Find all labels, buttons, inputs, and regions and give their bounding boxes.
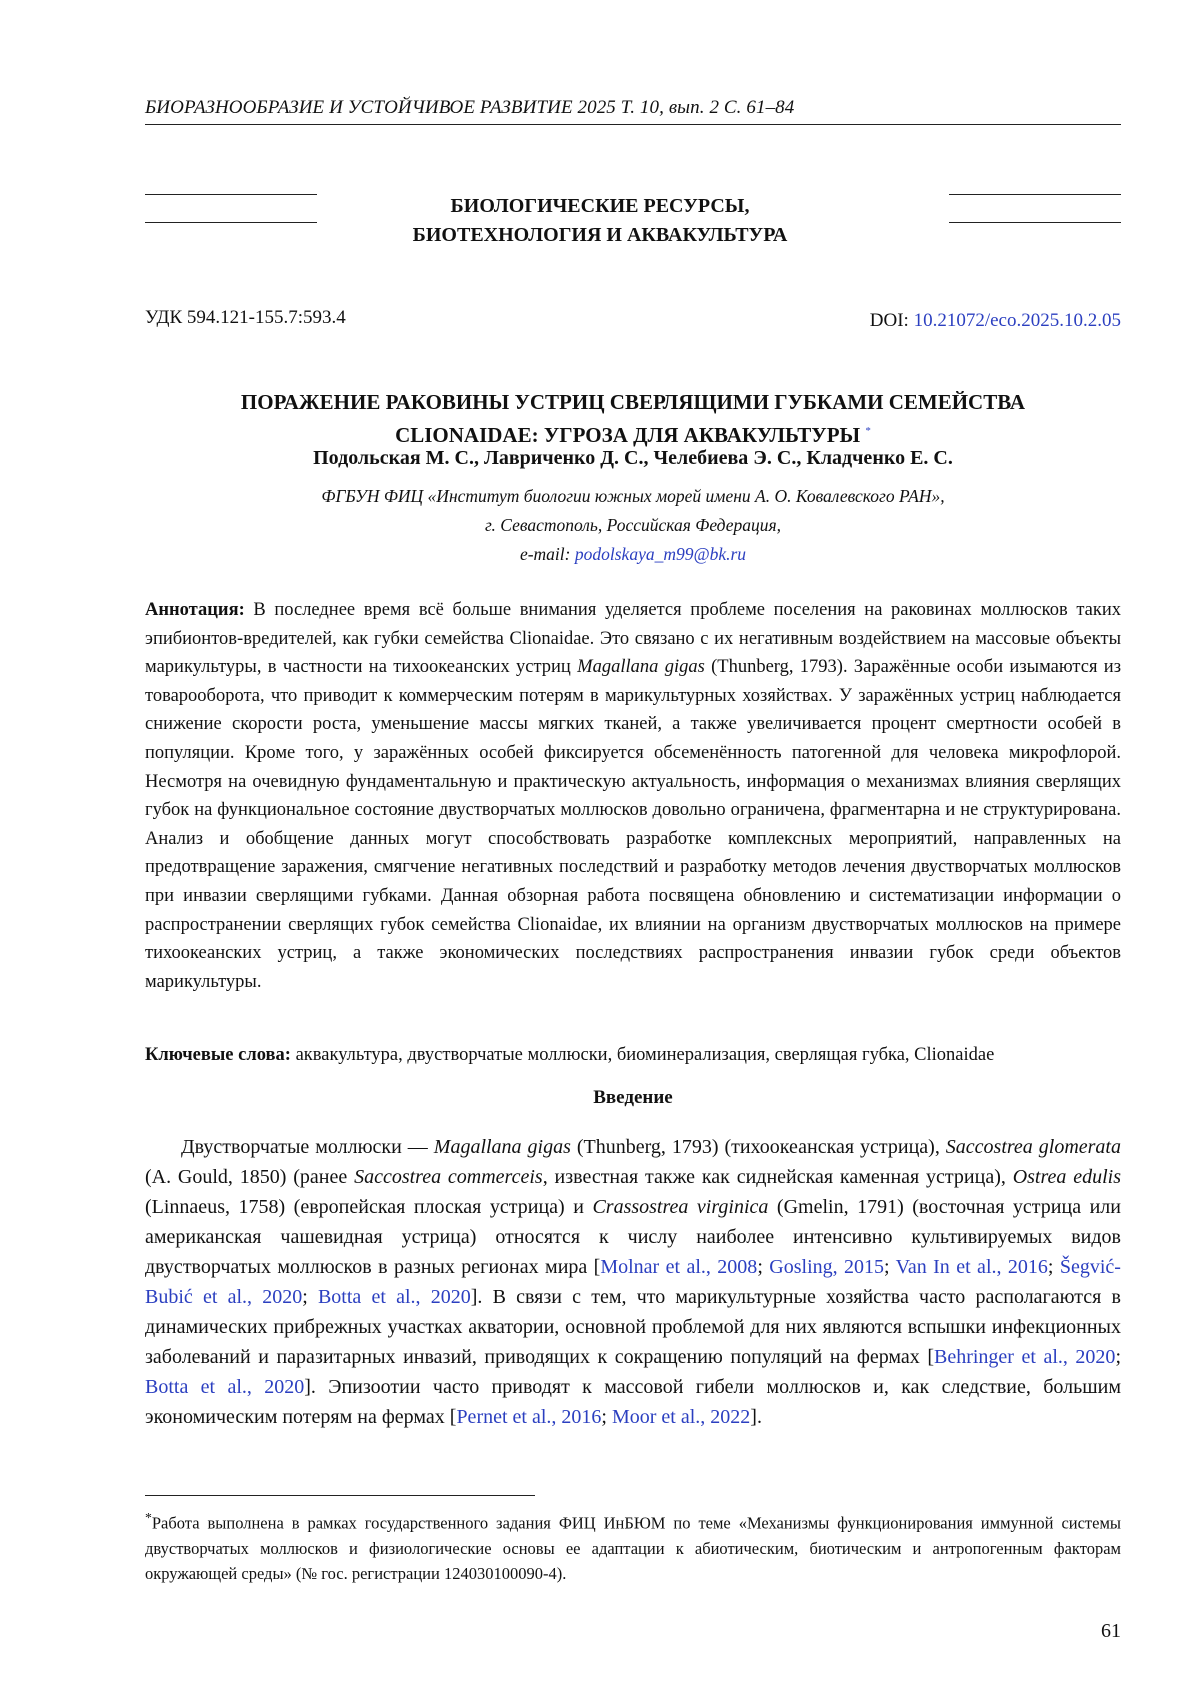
abstract-text-2: (Thunberg, 1793). Заражённые особи изымаются из товарооборота, что приводит к коммерческим потерям в марикультурных хозяйствах. У заражённых устриц наблюдается снижение скорости роста, уменьшение массы мягких тканей, а также увеличивается процент смертности особей в популяции. Кроме того, у заражённых особей фиксируется обсеменённость патогенной для человека микрофлорой. Несмотря на очевидную фундаментальную и практическую актуальность, информация о механизмах влияния сверлящих губок на функциональное состояние двустворчатых моллюсков довольно ограничена, фрагментарна и не структурирована. Анализ и обобщение данных могут способствовать разработке комплексных мероприятий, направленных на предотвращение заражения, смягчение негативных последствий и разработку методов лечения двустворчатых моллюсков при инвазии сверлящими губками. Данная обзорная работа посвящена обновлению и систематизации информации о распространении сверлящих губок семейства Clionaidae, их влиянии на организм двустворчатых моллюсков на примере тихоокеанских устриц, а также экономических последствиях распространения инвазии губок среди объектов марикультуры. — [145, 657, 1122, 992]
citation-link[interactable]: Šegvić-Bubić et al., 2020 — [145, 1256, 1121, 1308]
authors: Подольская М. С., Лавриченко Д. С., Челебиева Э. С., Кладченко Е. С. — [313, 447, 953, 469]
citation-link[interactable]: Behringer et al., 2020 — [934, 1346, 1116, 1368]
intro-text: (Thunberg, 1793) (тихоокеанская устрица), — [570, 1136, 946, 1158]
abstract-species: Magallana gigas — [577, 657, 705, 678]
footnote — [145, 1505, 1121, 1586]
section-title — [330, 192, 870, 250]
citation-link[interactable]: Moor et al., 2022 — [611, 1406, 751, 1428]
affiliation — [145, 482, 1121, 569]
citation-separator: ; — [601, 1406, 612, 1428]
species-name: Ostrea edulis — [1012, 1166, 1121, 1188]
footnote-text: Работа выполнена в рамках государственного задания ФИЦ ИнБЮМ по теме «Механизмы функционирования иммунной системы двустворчатых моллюсков и физиологические основы ее адаптации к абиотическим, биотическим и антропогенным факторам окружающей среды» (№ гос. регистрации 124030100090-4). — [145, 1513, 1121, 1583]
citation-separator: ; — [1115, 1346, 1121, 1368]
article-title — [145, 388, 1121, 450]
decor-line-right-1 — [949, 194, 1121, 195]
species-name: Magallana gigas — [433, 1136, 571, 1158]
section-title-line2: БИОТЕХНОЛОГИЯ И АКВАКУЛЬТУРА — [412, 224, 788, 246]
species-name: Crassostrea virginica — [592, 1196, 769, 1218]
affiliation-line1: ФГБУН ФИЦ «Институт биологии южных морей имени А. О. Ковалевского РАН», — [321, 486, 945, 506]
intro-text: Двустворчатые моллюски — — [181, 1136, 434, 1158]
title-footnote-mark[interactable]: * — [865, 425, 871, 437]
abstract-label: Аннотация: — [145, 600, 245, 620]
citation-link[interactable]: Van In et al., 2016 — [895, 1256, 1048, 1278]
intro-text: (Linnaeus, 1758) (европейская плоская устрица) и — [145, 1196, 593, 1218]
citation-link[interactable]: Botta et al., 2020 — [317, 1286, 471, 1308]
doi — [870, 310, 1121, 332]
intro-text: ]. В связи с тем, что марикультурные хозяйства часто располагаются в динамических прибрежных участках акватории, основной проблемой для них являются вспышки инфекционных заболеваний и паразитарных инвазий, приводящих к сокращению популяций на фермах [ — [145, 1286, 1122, 1368]
email-label: e-mail: — [519, 544, 575, 564]
intro-text: (A. Gould, 1850) (ранее — [145, 1166, 355, 1188]
citation-separator: ; — [884, 1256, 896, 1278]
citation-separator: ; — [757, 1256, 770, 1278]
intro-text: ]. — [750, 1406, 762, 1428]
article-title-line2-text: CLIONAIDAE: УГРОЗА ДЛЯ АКВАКУЛЬТУРЫ — [395, 423, 861, 447]
doi-link[interactable]: 10.21072/eco.2025.10.2.05 — [913, 310, 1121, 331]
page-number: 61 — [1101, 1620, 1121, 1642]
keywords — [145, 1042, 1121, 1069]
intro-text: (Gmelin, 1791) (восточная устрица или американская чашевидная устрица) относятся к числу наиболее интенсивно культивируемых видов двустворчатых моллюсков в разных регионах мира [ — [145, 1196, 1121, 1278]
article-title-line2 — [145, 417, 1121, 450]
citation-link[interactable]: Molnar et al., 2008 — [600, 1256, 758, 1278]
email-link[interactable]: podolskaya_m99@bk.ru — [574, 544, 747, 564]
species-name: Saccostrea commerceis — [354, 1166, 543, 1188]
citation-link[interactable]: Botta et al., 2020 — [145, 1376, 305, 1398]
decor-line-right-2 — [949, 222, 1121, 223]
intro-text: , известная также как сиднейская каменная устрица), — [542, 1166, 1013, 1188]
affiliation-line2: г. Севастополь, Российская Федерация, — [484, 515, 782, 535]
introduction-paragraph — [145, 1132, 1121, 1432]
section-title-line1: БИОЛОГИЧЕСКИЕ РЕСУРСЫ, — [450, 195, 750, 217]
citation-separator: ; — [1047, 1256, 1060, 1278]
footnote-rule — [145, 1495, 535, 1496]
udc-code: УДК 594.121-155.7:593.4 — [145, 307, 346, 328]
decor-line-left-1 — [145, 194, 317, 195]
abstract — [145, 596, 1121, 996]
intro-text: ]. Эпизоотии часто приводят к массовой гибели моллюсков и, как следствие, большим экономическим потерям на фермах [ — [145, 1376, 1121, 1428]
citation-link[interactable]: Gosling, 2015 — [769, 1256, 885, 1278]
citation-link[interactable]: Pernet et al., 2016 — [456, 1406, 602, 1428]
header-rule — [145, 124, 1121, 125]
species-name: Saccostrea glomerata — [945, 1136, 1121, 1158]
running-header: БИОРАЗНООБРАЗИЕ И УСТОЙЧИВОЕ РАЗВИТИЕ 2025 Т. 10, вып. 2 С. 61–84 — [145, 97, 795, 118]
email-line — [145, 540, 1121, 569]
decor-line-left-2 — [145, 222, 317, 223]
citation-separator: ; — [302, 1286, 318, 1308]
article-title-line1: ПОРАЖЕНИЕ РАКОВИНЫ УСТРИЦ СВЕРЛЯЩИМИ ГУБКАМИ СЕМЕЙСТВА — [240, 390, 1026, 414]
footnote-mark: * — [145, 1510, 152, 1525]
doi-label: DOI: — [869, 310, 914, 331]
keywords-label: Ключевые слова: — [145, 1045, 291, 1065]
abstract-text-1: В последнее время всё больше внимания уделяется проблеме поселения на раковинах моллюсков таких эпибионтов-вредителей, как губки семейства Clionaidae. Это связано с их негативным воздействием на массовые объекты марикультуры, в частности на тихоокеанских устриц — [145, 600, 1121, 678]
keywords-text: аквакультура, двустворчатые моллюски, биоминерализация, сверлящая губка, Clionaidae — [290, 1045, 995, 1065]
introduction-heading: Введение — [593, 1087, 673, 1108]
